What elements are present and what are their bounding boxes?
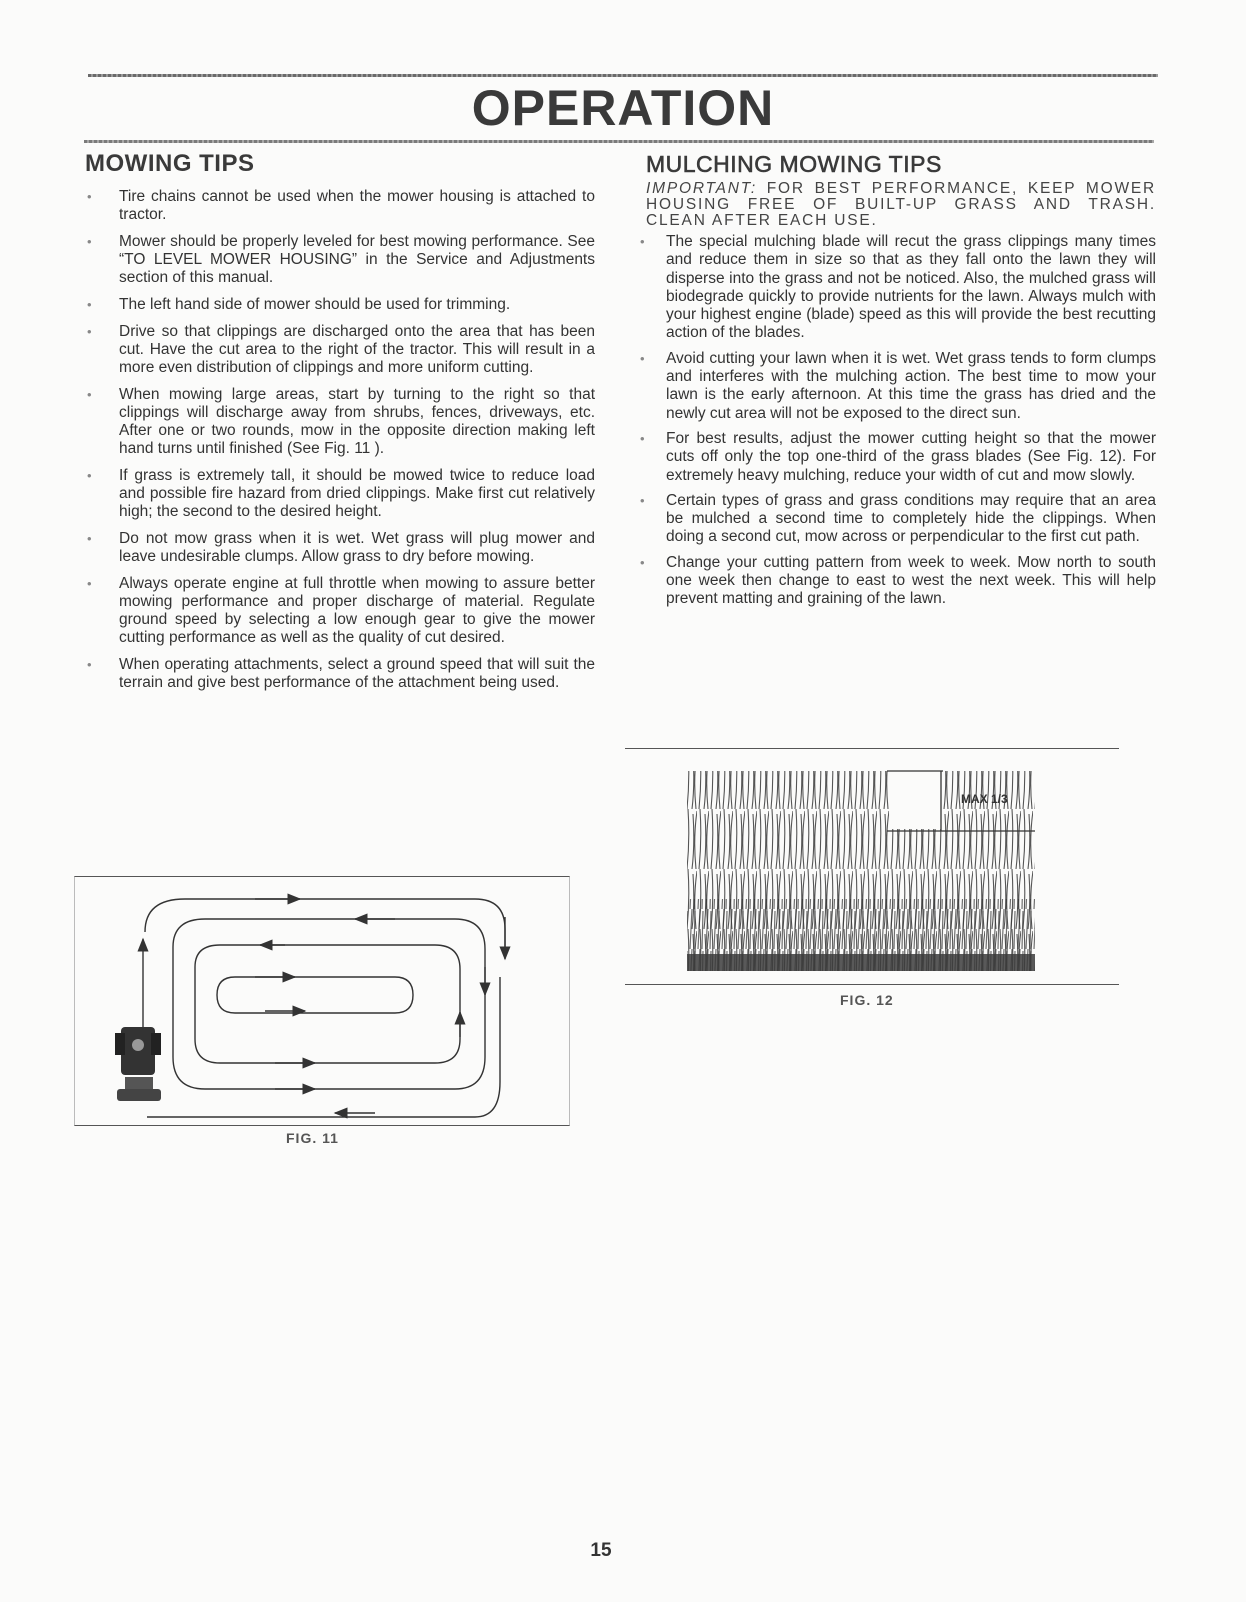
list-item: • For best results, adjust the mower cutting height so that the mower cuts off only the top one-third of the grass blades (See Fig. 12). For extremely heavy mulching, reduce your width of cut and mow slowly. [646,430,1156,485]
top-rule [88,74,1158,77]
cut-region [889,769,941,829]
list-item: • Always operate engine at full throttle when mowing to assure better mowing performance and proper discharge of material. Regulate ground speed by selecting a low enough gear to give the mower cutting performance as well as the quality of cut desired. [85,575,595,647]
list-item: • Do not mow grass when it is wet. Wet grass will plug mower and leave undesirable clumps. Allow grass to dry before mowing. [85,530,595,566]
max-third-label: MAX 1/3 [961,792,1008,806]
list-item: • Tire chains cannot be used when the mower housing is attached to tractor. [85,188,595,224]
path-loop-3 [195,945,460,1063]
mowing-pattern-diagram [75,877,569,1125]
list-item: • Drive so that clippings are discharged onto the area that has been cut. Have the cut area to the right of the tractor. This will result in a more even distribution of clippings and more uniform cutting. [85,323,595,377]
important-text: FOR BEST PERFORMANCE, KEEP MOWER HOUSING FREE OF BUILT-UP GRASS AND TRASH. CLEAN AFTER EACH USE. [646,180,1157,229]
list-item: • Mower should be properly leveled for best mowing performance. See “TO LEVEL MOWER HOUSING” in the Service and Adjustments section of this manual. [85,233,595,287]
mulching-tips-section [646,150,1156,616]
list-item: • The left hand side of mower should be used for trimming. [85,296,595,314]
list-item: • When operating attachments, select a ground speed that will suit the terrain and give best performance of the attachment being used. [85,656,595,692]
mulching-tips-list [646,233,1156,609]
path-outer-bottom [147,977,500,1117]
path-loop-inner [217,977,413,1013]
important-label: IMPORTANT: [646,180,757,197]
title-underline-rule [84,140,1154,143]
list-item: • If grass is extremely tall, it should be mowed twice to reduce load and possible fire hazard from dried clippings. Make first cut relatively high; the second to the desired height. [85,467,595,521]
important-notice [646,181,1156,229]
fig-12-caption: FIG. 12 [840,992,894,1008]
list-item: • Avoid cutting your lawn when it is wet. Wet grass tends to form clumps and interferes with the mulching action. The best time to mow your lawn is the early afternoon. At this time the grass has dried and the newly cut area will not be exposed to the direct sun. [646,350,1156,423]
page-title: OPERATION [471,80,775,136]
mowing-tips-list [85,188,595,692]
mowing-tips-section [85,150,595,701]
list-item: • Change your cutting pattern from week to week. Mow north to south one week then change to east to west the next week. This will help prevent matting and graining of the lawn. [646,554,1156,609]
list-item: • When mowing large areas, start by turning to the right so that clippings will discharge away from shrubs, fences, driveways, etc. After one or two rounds, mow in the opposite direction making left hand turns until finished (See Fig. 11 ). [85,386,595,458]
mulching-tips-heading: MULCHING MOWING TIPS [646,151,942,177]
mowing-tips-heading: MOWING TIPS [85,150,255,177]
fig-11-caption: FIG. 11 [286,1130,339,1146]
fig-12-grass-cut-height [625,748,1119,985]
list-item: • The special mulching blade will recut the grass clippings many times and reduce them in size so that as they fall onto the lawn they will disperse into the grass and not be noticed. Also, the mulched grass will biodegrade quickly to provide nutrients for the lawn. Always mulch with your highest engine (blade) speed as this will provide the best recutting action of the blades. [646,233,1156,343]
grass-illustration [625,749,1119,984]
fig-11-mowing-pattern [74,876,570,1126]
tractor-icon [115,1027,161,1101]
list-item: • Certain types of grass and grass conditions may require that an area be mulched a second time to completely hide the clippings. When doing a second cut, mow across or perpendicular to the first cut path. [646,492,1156,547]
page-number: 15 [590,1540,612,1561]
